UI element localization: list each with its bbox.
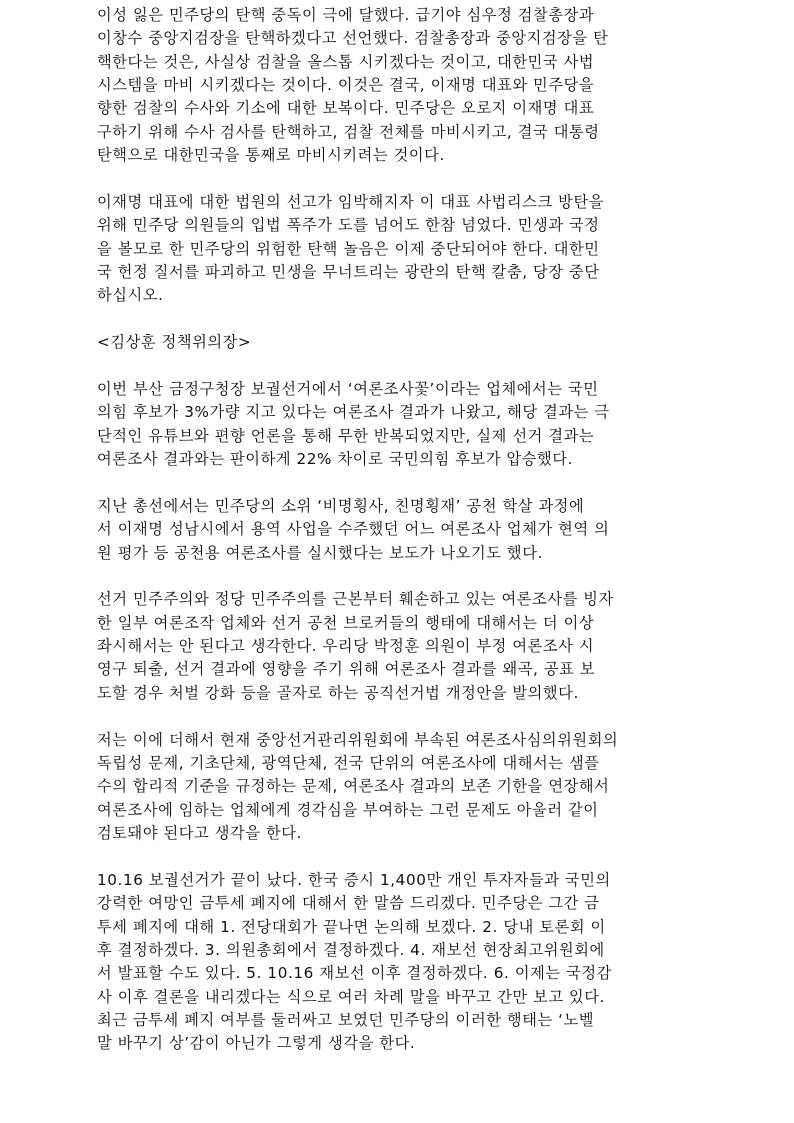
text-line: <김상훈 정책위의장> (97, 333, 252, 352)
paragraph (97, 4, 697, 167)
paragraph (97, 869, 697, 1056)
text-line: 사 이후 결론을 내리겠다는 식으로 여러 차례 말을 바꾸고 간만 보고 있다. (97, 987, 605, 1006)
text-line: 이번 부산 금정구청장 보궐선거에서 ‘여론조사꽃’이라는 업체에서는 국민 (97, 379, 599, 398)
text-line: 저는 이에 더해서 현재 중앙선거관리위원회에 부속된 여론조사심의위원회의 (97, 730, 619, 749)
paragraph (97, 191, 697, 308)
text-line: 수의 합리적 기준을 규정하는 문제, 여론조사 결과의 보존 기한을 연장해서 (97, 777, 610, 796)
text-line: 이창수 중앙지검장을 탄핵하겠다고 선언했다. 검찰총장과 중앙지검장을 탄 (97, 29, 609, 48)
paragraph (97, 378, 697, 471)
text-line: 하십시오. (97, 286, 164, 305)
text-line: 탄핵으로 대한민국을 통째로 마비시키려는 것이다. (97, 146, 445, 165)
text-line: 여론조사에 임하는 업체에게 경각심을 부여하는 그런 문제도 아울러 같이 (97, 800, 599, 819)
text-line: 핵한다는 것은, 사실상 검찰을 올스톱 시키겠다는 것이고, 대한민국 사법 (97, 52, 595, 71)
paragraph (97, 729, 697, 846)
text-line: 국 헌정 질서를 파괴하고 민생을 무너트리는 광란의 탄핵 칼춤, 당장 중단 (97, 262, 600, 281)
text-line: 위해 민주당 의원들의 입법 폭주가 도를 넘어도 한참 넘었다. 민생과 국정 (97, 216, 600, 235)
document-body (97, 0, 697, 1079)
text-line: 이재명 대표에 대한 법원의 선고가 임박해지자 이 대표 사법리스크 방탄을 (97, 192, 604, 211)
text-line: 후 결정하겠다. 3. 의원총회에서 결정하겠다. 4. 재보선 현장최고위원회에 (97, 940, 605, 959)
text-line: 도할 경우 처벌 강화 등을 골자로 하는 공직선거법 개정안을 발의했다. (97, 683, 579, 702)
text-line: 강력한 여망인 금투세 폐지에 대해서 한 말씀 드리겠다. 민주당은 그간 금 (97, 894, 600, 913)
text-line: 독립성 문제, 기초단체, 광역단체, 전국 단위의 여론조사에 대해서는 샘플 (97, 753, 600, 772)
text-line: 이성 잃은 민주당의 탄핵 중독이 극에 달했다. 급기야 심우정 검찰총장과 (97, 6, 595, 24)
text-line: 10.16 보궐선거가 끝이 났다. 한국 증시 1,400만 개인 투자자들과 국민의 (97, 870, 611, 889)
text-line: 의힘 후보가 3%가량 지고 있다는 여론조사 결과가 나왔고, 해당 결과는 극 (97, 403, 610, 422)
text-line: 좌시해서는 안 된다고 생각한다. 우리당 박정훈 의원이 부정 여론조사 시 (97, 637, 595, 656)
text-line: 검토돼야 된다고 생각을 한다. (97, 823, 302, 842)
paragraph (97, 331, 697, 354)
text-line: 지난 총선에서는 민주당의 소위 ‘비명횡사, 친명횡재’ 공천 학살 과정에 (97, 496, 585, 515)
text-line: 서 발표할 수도 있다. 5. 10.16 재보선 이후 결정하겠다. 6. 이제는 국정감 (97, 964, 612, 983)
text-line: 말 바꾸기 상’감이 아닌가 그렇게 생각을 한다. (97, 1034, 416, 1053)
text-line: 최근 금투세 폐지 여부를 둘러싸고 보였던 민주당의 이러한 행태는 ‘노벨 (97, 1010, 595, 1029)
text-line: 한 일부 여론조작 업체와 선거 공천 브로커들의 행태에 대해서는 더 이상 (97, 613, 595, 632)
text-line: 여론조사 결과와는 판이하게 22% 차이로 국민의힘 후보가 압승했다. (97, 450, 574, 468)
text-line: 영구 퇴출, 선거 결과에 영향을 주기 위해 여론조사 결과를 왜곡, 공표 보 (97, 660, 596, 679)
text-line: 향한 검찰의 수사와 기소에 대한 보복이다. 민주당은 오로지 이재명 대표 (97, 99, 595, 118)
text-line: 시스템을 마비 시키겠다는 것이다. 이것은 결국, 이재명 대표와 민주당을 (97, 76, 595, 95)
text-line: 구하기 위해 수사 검사를 탄핵하고, 검찰 전체를 마비시키고, 결국 대통령 (97, 122, 600, 141)
text-line: 원 평가 등 공천용 여론조사를 실시했다는 보도가 나오기도 했다. (97, 543, 543, 562)
paragraph (97, 588, 697, 705)
text-line: 서 이재명 성남시에서 용역 사업을 수주했던 어느 여론조사 업체가 현역 의 (97, 520, 610, 539)
text-line: 을 볼모로 한 민주당의 위험한 탄핵 놀음은 이제 중단되어야 한다. 대한민 (97, 239, 600, 258)
text-line: 단적인 유튜브와 편향 언론을 통해 무한 반복되었지만, 실제 선거 결과는 (97, 426, 595, 445)
text-line: 선거 민주주의와 정당 민주주의를 근본부터 훼손하고 있는 여론조사를 빙자 (97, 590, 614, 609)
paragraph (97, 495, 697, 565)
text-line: 투세 폐지에 대해 1. 전당대회가 끝나면 논의해 보겠다. 2. 당내 토론회 이 (97, 917, 606, 936)
